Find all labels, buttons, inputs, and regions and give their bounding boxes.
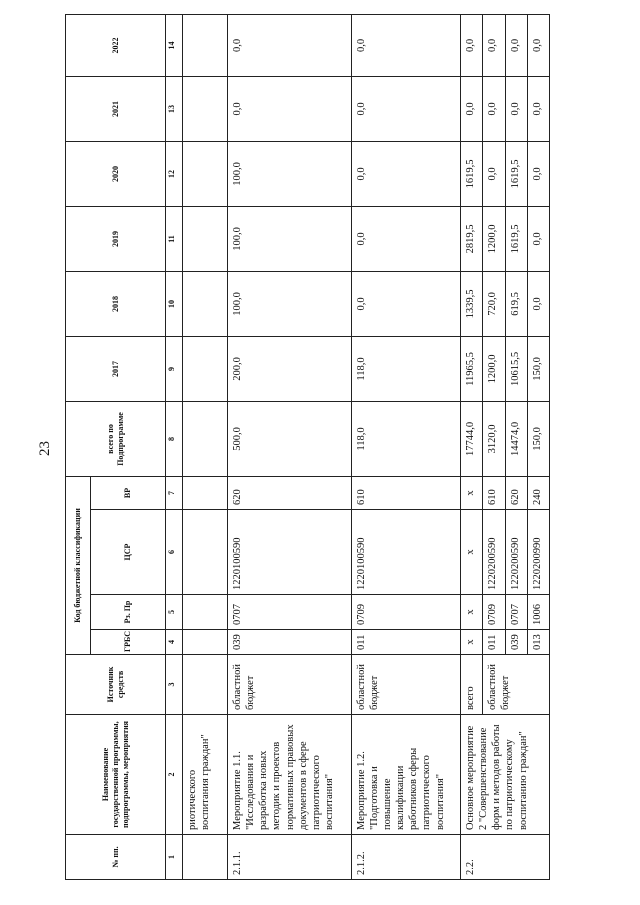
row-num: 2.1.2. — [351, 835, 460, 880]
hdr-vr: ВР — [91, 476, 166, 509]
row-name: Мероприятие 1.2. "Подготовка и повышение квалификации работников сферы патриотического воспитания" — [351, 715, 460, 835]
row-source: всего — [461, 655, 483, 715]
row-2021: 0,0 — [505, 76, 527, 141]
row-2021: 0,0 — [461, 76, 483, 141]
row-2021: 0,0 — [351, 76, 460, 141]
col-number: 14 — [166, 14, 183, 76]
row-vr: x — [461, 476, 483, 509]
row-vr: 620 — [228, 476, 352, 509]
row-vr: 620 — [505, 476, 527, 509]
row-rzpr: 0709 — [351, 595, 460, 630]
row-2018: 1339,5 — [461, 271, 483, 336]
row-2021: 0,0 — [228, 76, 352, 141]
hdr-2019: 2019 — [66, 206, 166, 271]
row-csr: 1220100590 — [228, 510, 352, 595]
row-2017: 118,0 — [351, 336, 460, 401]
row-num: 2.2. — [461, 835, 550, 880]
row-2018: 0,0 — [351, 271, 460, 336]
row-csr: x — [461, 510, 483, 595]
table-row — [461, 14, 483, 879]
row-total: 500,0 — [228, 401, 352, 476]
table-row — [228, 14, 352, 879]
row-2018: 0,0 — [527, 271, 549, 336]
row-2021: 0,0 — [527, 76, 549, 141]
row-vr: 240 — [527, 476, 549, 509]
row-2020: 0,0 — [351, 141, 460, 206]
row-source: областной бюджет — [228, 655, 352, 715]
budget-table — [65, 14, 550, 880]
row-2019: 1200,0 — [483, 206, 505, 271]
row-csr: 1220200590 — [483, 510, 505, 595]
col-number: 7 — [166, 476, 183, 509]
row-2022: 0,0 — [527, 14, 549, 76]
hdr-2020: 2020 — [66, 141, 166, 206]
row-2022: 0,0 — [351, 14, 460, 76]
row-2018: 720,0 — [483, 271, 505, 336]
row-csr: 1220200590 — [505, 510, 527, 595]
header-row — [66, 14, 91, 879]
row-vr: 610 — [351, 476, 460, 509]
page-number: 23 — [37, 441, 53, 456]
row-2022: 0,0 — [505, 14, 527, 76]
col-number: 2 — [166, 715, 183, 835]
col-number: 9 — [166, 336, 183, 401]
row-2020: 1619,5 — [505, 141, 527, 206]
row-2019: 100,0 — [228, 206, 352, 271]
hdr-rzpr: Рз. Пр — [91, 595, 166, 630]
col-number: 11 — [166, 206, 183, 271]
row-2020: 1619,5 — [461, 141, 483, 206]
row-2022: 0,0 — [483, 14, 505, 76]
row-2019: 1619,5 — [505, 206, 527, 271]
hdr-num: № пп. — [66, 835, 166, 880]
column-number-row — [166, 14, 183, 879]
row-2020: 100,0 — [228, 141, 352, 206]
row-total: 3120,0 — [483, 401, 505, 476]
hdr-grbs: ГРБС — [91, 630, 166, 655]
row-total: 17744,0 — [461, 401, 483, 476]
col-number: 8 — [166, 401, 183, 476]
row-csr: 1220200990 — [527, 510, 549, 595]
row-grbs: 013 — [527, 630, 549, 655]
row-2022: 0,0 — [461, 14, 483, 76]
row-grbs: 039 — [228, 630, 352, 655]
row-2020: 0,0 — [527, 141, 549, 206]
hdr-name: Наименование государственной программы, подпрограммы, мероприятия — [66, 715, 166, 835]
col-number: 5 — [166, 595, 183, 630]
hdr-csr: ЦСР — [91, 510, 166, 595]
continuation-name: риотического воспитания граждан" — [183, 715, 228, 835]
row-total: 150,0 — [527, 401, 549, 476]
row-2017: 1200,0 — [483, 336, 505, 401]
col-number: 12 — [166, 141, 183, 206]
hdr-total: всего по Подпрограмме — [66, 401, 166, 476]
row-2020: 0,0 — [483, 141, 505, 206]
row-2017: 200,0 — [228, 336, 352, 401]
hdr-2021: 2021 — [66, 76, 166, 141]
row-total: 118,0 — [351, 401, 460, 476]
row-source: областной бюджет — [483, 655, 550, 715]
row-2017: 11965,5 — [461, 336, 483, 401]
col-number: 1 — [166, 835, 183, 880]
row-rzpr: 0707 — [505, 595, 527, 630]
hdr-budget-class: Код бюджетной классификации — [66, 476, 91, 654]
row-2019: 0,0 — [351, 206, 460, 271]
col-number: 13 — [166, 76, 183, 141]
row-2019: 0,0 — [527, 206, 549, 271]
row-grbs: 011 — [351, 630, 460, 655]
row-2019: 2819,5 — [461, 206, 483, 271]
hdr-source: Источник средств — [66, 655, 166, 715]
row-vr: 610 — [483, 476, 505, 509]
row-name: Мероприятие 1.1. "Исследования и разработка новых методик и проектов нормативных правовых документов в сфере патриотического воспитания" — [228, 715, 352, 835]
col-number: 3 — [166, 655, 183, 715]
row-source: областной бюджет — [351, 655, 460, 715]
row-2018: 619,5 — [505, 271, 527, 336]
row-grbs: 011 — [483, 630, 505, 655]
row-rzpr: 0709 — [483, 595, 505, 630]
row-num: 2.1.1. — [228, 835, 352, 880]
row-grbs: 039 — [505, 630, 527, 655]
continuation-row — [183, 14, 228, 879]
hdr-2022: 2022 — [66, 14, 166, 76]
hdr-2017: 2017 — [66, 336, 166, 401]
row-2021: 0,0 — [483, 76, 505, 141]
table-row — [351, 14, 460, 879]
row-2017: 10615,5 — [505, 336, 527, 401]
row-2017: 150,0 — [527, 336, 549, 401]
hdr-2018: 2018 — [66, 271, 166, 336]
row-total: 14474,0 — [505, 401, 527, 476]
row-csr: 1220100590 — [351, 510, 460, 595]
row-rzpr: 0707 — [228, 595, 352, 630]
row-rzpr: x — [461, 595, 483, 630]
row-rzpr: 1006 — [527, 595, 549, 630]
col-number: 4 — [166, 630, 183, 655]
row-name: Основное мероприятие 2 "Совершенствование форм и методов работы по патриотическому воспитанию граждан" — [461, 715, 550, 835]
col-number: 10 — [166, 271, 183, 336]
row-2022: 0,0 — [228, 14, 352, 76]
col-number: 6 — [166, 510, 183, 595]
row-2018: 100,0 — [228, 271, 352, 336]
row-grbs: x — [461, 630, 483, 655]
budget-table-rotated — [65, 15, 550, 880]
